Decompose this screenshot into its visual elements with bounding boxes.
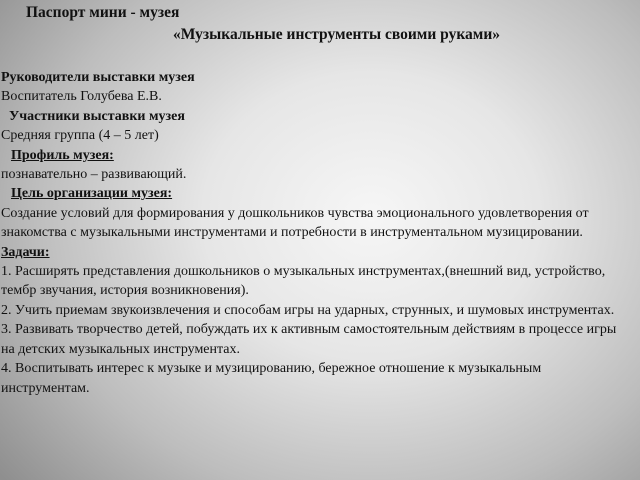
leaders-text: Воспитатель Голубева Е.В.: [1, 89, 162, 105]
leaders-heading: Руководители выставки музея: [1, 70, 195, 85]
title-line-1: Паспорт мини - музея: [26, 4, 180, 21]
profile-text: познавательно – развивающий.: [1, 167, 187, 183]
participants-text: Средняя группа (4 – 5 лет): [1, 128, 159, 144]
task-item-1: 1. Расширять представления дошкольников о музыкальных инструментах,(внешний вид, устройство, тембр звучания, история возникновения).: [1, 264, 606, 299]
passport-content: [1, 68, 617, 398]
goal-heading: Цель организации музея:: [11, 186, 173, 202]
participants-heading: Участники выставки музея: [9, 108, 185, 124]
goal-text: Создание условий для формирования у дошкольников чувства эмоционального удовлетворения от знакомства с музыкальными инструментами и потребности в инструментальном музицировании.: [1, 205, 589, 241]
tasks-heading: Задачи:: [1, 244, 50, 260]
profile-heading: Профиль музея:: [11, 147, 114, 163]
task-item-2: 2. Учить приемам звукоизвлечения и способам игры на ударных, струнных, и шумовых инструментах.: [1, 302, 615, 318]
task-item-4: 4. Воспитывать интерес к музыке и музицированию, бережное отношение к музыкальным инструментам.: [1, 361, 542, 396]
title-line-2: «Музыкальные инструменты своими руками»: [173, 26, 501, 43]
task-item-3: 3. Развивать творчество детей, побуждать их к активным самостоятельным действиям в процессе игры на детских музыкальных инструментах.: [1, 322, 617, 357]
